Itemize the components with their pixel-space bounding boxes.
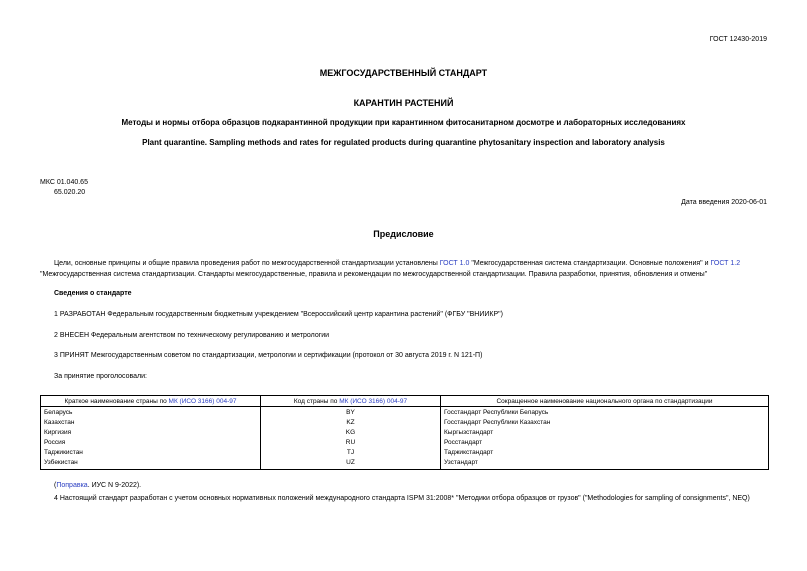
mks-line-2: 65.020.20 [54,189,86,196]
code-cell: KG [261,427,441,437]
gost-1-2-link[interactable]: ГОСТ 1.2 [710,260,741,267]
document-code: ГОСТ 12430-2019 [709,36,767,43]
amendment-note: (Поправка. ИУС N 9-2022). [54,482,142,489]
table-row [41,407,769,418]
country-cell: Киргизия [41,427,261,437]
classification-codes [40,178,88,198]
country-cell: Узбекистан [41,457,261,470]
column-header-body: Сокращенное наименование национального органа по стандартизации [441,396,769,407]
voted-label: За принятие проголосовали: [54,373,147,380]
table-row [41,457,769,470]
info-item-3: 3 ПРИНЯТ Межгосударственным советом по стандартизации, метрологии и сертификации (протокол от 30 августа 2019 г. N 121-П) [54,352,483,359]
info-item-1: 1 РАЗРАБОТАН Федеральным государственным бюджетным учреждением "Всероссийский центр карантина растений" (ФГБУ "ВНИИКР") [54,311,503,318]
body-cell: Росстандарт [441,437,769,447]
country-cell: Казахстан [41,417,261,427]
info-item-2: 2 ВНЕСЕН Федеральным агентством по техническому регулированию и метрологии [54,332,330,339]
standard-type-heading: МЕЖГОСУДАРСТВЕННЫЙ СТАНДАРТ [319,68,488,78]
table-row [41,447,769,457]
title-russian: Методы и нормы отбора образцов подкарантинной продукции при карантинном фитосанитарном досмотре и лабораторных исследованиях [121,118,686,127]
body-cell: Кыргызстандарт [441,427,769,437]
preface-heading: Предисловие [373,229,434,239]
amendment-link[interactable]: Поправка [56,482,88,489]
preface-text-a: Цели, основные принципы и общие правила проведения работ по межгосударственной стандартизации установлены [54,260,440,267]
mk-iso-link[interactable]: МК (ИСО 3166) 004-97 [168,397,237,405]
preface-text-c: "Межгосударственная система стандартизации. Стандарты межгосударственные, правила и рекомендации по межгосударственной стандартизации. Правила разработки, принятия, обновления и отмены" [40,271,708,278]
body-cell: Госстандарт Республики Казахстан [441,417,769,427]
table-row [41,417,769,427]
subject-heading: КАРАНТИН РАСТЕНИЙ [353,98,454,108]
voting-countries-table [40,395,769,470]
country-cell: Таджикистан [41,447,261,457]
body-cell: Госстандарт Республики Беларусь [441,407,769,418]
title-english: Plant quarantine. Sampling methods and rates for regulated products during quarantine phytosanitary inspection and laboratory analysis [142,138,665,147]
table-header-row [41,396,769,407]
country-cell: Беларусь [41,407,261,418]
mks-line-1: МКС 01.040.65 [40,179,88,186]
code-cell: RU [261,437,441,447]
table-row [41,427,769,437]
info-item-4: 4 Настоящий стандарт разработан с учетом основных нормативных положений международного стандарта ISPM 31:2008* "Методики отбора образцов от грузов" ("Methodologies for sampling of consignments", NEQ) [54,495,750,502]
code-cell: TJ [261,447,441,457]
introduction-date: Дата введения 2020-06-01 [681,199,767,206]
mk-iso-link[interactable]: МК (ИСО 3166) 004-97 [339,397,408,405]
gost-1-0-link[interactable]: ГОСТ 1.0 [439,260,470,267]
code-cell: UZ [261,457,441,470]
body-cell: Узстандарт [441,457,769,470]
code-cell: BY [261,407,441,418]
standard-info-heading: Сведения о стандарте [54,290,132,297]
preface-paragraph [40,258,768,280]
preface-text-b: "Межгосударственная система стандартизации. Основные положения" и [469,260,711,267]
column-header-country: Краткое наименование страны по МК (ИСО 3166) 004-97 [41,396,261,407]
code-cell: KZ [261,417,441,427]
country-cell: Россия [41,437,261,447]
table-row [41,437,769,447]
body-cell: Таджикстандарт [441,447,769,457]
column-header-code: Код страны по МК (ИСО 3166) 004-97 [261,396,441,407]
